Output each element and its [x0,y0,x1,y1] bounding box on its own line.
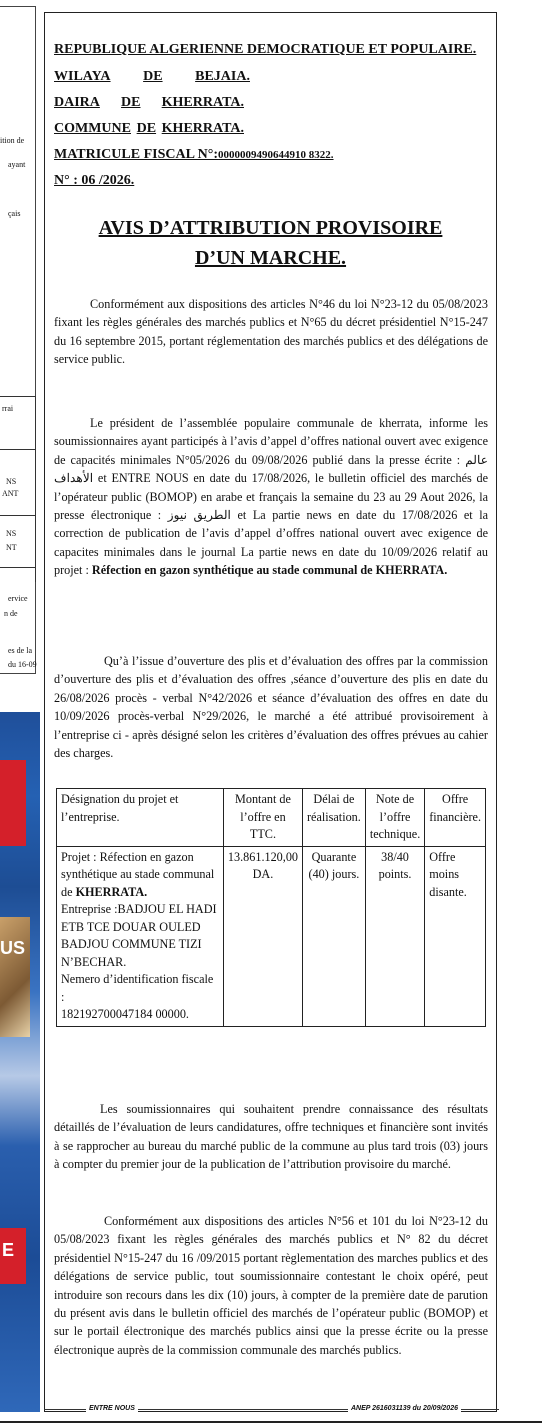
adjacent-text: çais [8,209,21,218]
notice-title-line2: D’UN MARCHE. [194,247,347,269]
notice-title-line1: AVIS D’ATTRIBUTION PROVISOIRE [98,217,443,239]
paragraph-legal-basis: Conformément aux dispositions des articles N°46 du loi N°23-12 du 05/08/2023 fixant les règles générales des marchés publics et N°65 du décret présidentiel N°15-247 du 16 septembre 2015, portant réglementation des marchés publics et des délégations de service public. [54,297,488,367]
magazine-cover-fragment [0,712,40,1412]
table-cell-designation: Projet : Réfection en gazon synthétique au stade communal de KHERRATA. Entreprise :BADJOU EL HADI ETB TCE DOUAR OULED BADJOU COMMUNE TIZI N’BECHAR. Nemero d’identification fiscale : 182192700047184 00000. [57,846,224,1026]
table-row [57,846,486,1026]
notice-number: N° : 06 /2026. [54,173,135,188]
table-cell-offer: Offre moins disante. [425,846,486,1026]
paragraph-announcement: Le président de l’assemblée populaire communale de kherrata, informe les soumissionnaires ayant participés à l’avis d’appel d’offres national ouvert avec exigence de capacités minimales N°05/2026 du 09/08/2026 publié dans la presse écrite : عالم الأهداف et ENTRE NOUS en date du 17/08/2026, le bulletin officiel des marchés de l’opérateur public (BOMOP) en arabe et français la semaine du 23 au 29 Aout 2026, la presse électronique : الطريق نيوز et La partie news en date du 17/08/2026 et la correction de publication de l’avis d’appel d’offres national ouvert avec exigence de capacites minimales dans le journal La partie news en date du 10/09/2026 relatif au projet : Réfection en gazon synthétique au stade communal de KHERRATA. [54,416,488,578]
adjacent-text: ervice [8,594,28,603]
footer-publication: ENTRE NOUS [86,1405,138,1412]
matricule-fiscal: MATRICULE FISCAL N°:0000009490644910 8322. [54,147,334,162]
commune-line: COMMUNE DE KHERRATA. [54,121,244,136]
table-cell-amount: 13.861.120,00 DA. [223,846,302,1026]
paragraph-results-consultation: Les soumissionnaires qui souhaitent prendre connaissance des résultats détaillés de l’évaluation de leurs candidatures, offre techniques et financière sont invités à se rapprocher au bureau du marché public de la commune au plus tard trois (03) jours à compter du premier jour de la publication de l’attribution provisoire du marché. [54,1102,488,1172]
table-cell-note: 38/40 points. [365,846,424,1026]
adjacent-text: ayant [8,160,26,169]
adjacent-text: ition de [0,136,25,145]
magazine-title: E [2,1240,15,1260]
table-header-delay: Délai de réalisation. [303,789,366,847]
table-header-financial-offer: Offre financière. [425,789,486,847]
adjacent-text: NS [6,477,17,486]
adjacent-column-fragment [0,0,40,1427]
attribution-table [56,788,486,1027]
republic-heading: REPUBLIQUE ALGERIENNE DEMOCRATIQUE ET POPULAIRE. [54,42,477,57]
footer-anep-reference: ANEP 2616031139 du 20/09/2026 [348,1405,461,1412]
paragraph-recourse: Conformément aux dispositions des articles N°56 et 101 du loi N°23-12 du 05/08/2023 fixant les règles générales des marchés publics et N° 82 du décret présidentiel N°15-247 du 16 /09/2015 portant règlementation des marches publics et des délégations de service public, tout soumissionnaire contestant le choix opéré, peut introduire son recours dans les dix (10) jours, à compter de la première date de parution du présent avis dans le bulletin officiel des marchés de l’opérateur public (BOMOP) et sur le portail électronique des marchés publics ainsi que la presse écrite ou la presse électronique auprès de la commission communale des marchés publics. [54,1214,488,1357]
notice-frame [44,12,497,1412]
adjacent-text: rrai [2,404,14,413]
page-bottom-rule [0,1421,542,1423]
adjacent-text: n de [4,609,18,618]
adjacent-text: du 16-09 [8,660,37,669]
table-header-designation: Désignation du projet et l’entreprise. [57,789,224,847]
magazine-title: US [0,938,26,958]
wilaya-line: WILAYA DE BEJAIA. [54,69,250,84]
magazine-red-band [0,760,26,846]
adjacent-text: ANT [2,489,19,498]
daira-line: DAIRA DE KHERRATA. [54,95,244,110]
notice-footer [44,1402,499,1416]
adjacent-text: NT [6,543,17,552]
table-header-amount: Montant de l’offre en TTC. [223,789,302,847]
table-header-row [57,789,486,847]
adjacent-text: es de la [8,646,32,655]
adjacent-text: NS [6,529,17,538]
table-header-technical-note: Note de l’offre technique. [365,789,424,847]
magazine-photo [0,917,30,1037]
table-cell-delay: Quarante (40) jours. [303,846,366,1026]
paragraph-evaluation: Qu’à l’issue d’ouverture des plis et d’évaluation des offres par la commission d’ouverture des plis et d’évaluation des offres ,séance d’ouverture des plis en date du 26/08/2026 procès - verbal N°42/2026 et séance d’évaluation des offres en date du 10/09/2026 procès-verbal N°29/2026, le marché a été attribué provisoirement à l’entreprise ci - après désigné selon les critères d’évaluation des offres prévues au cahier des charges. [54,654,488,761]
